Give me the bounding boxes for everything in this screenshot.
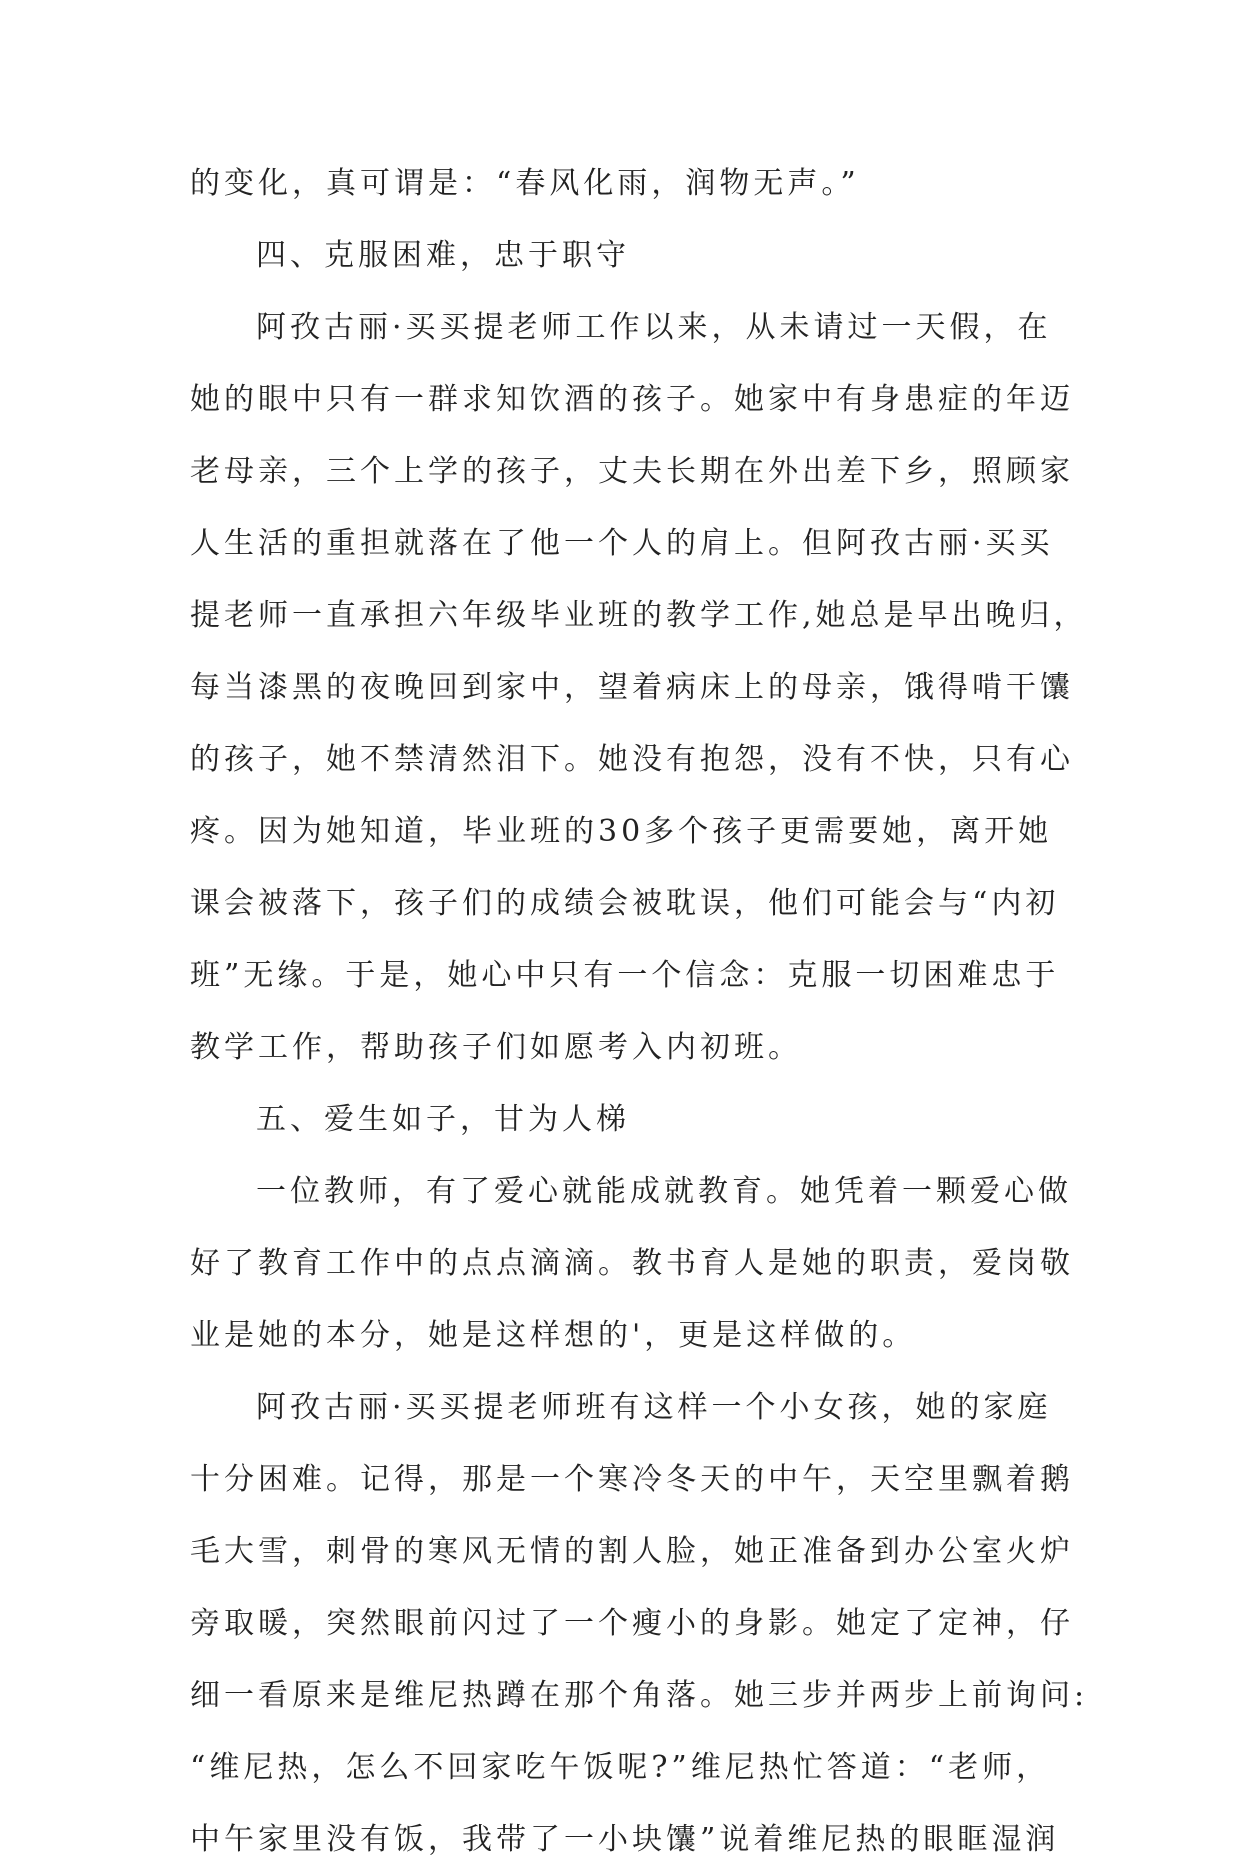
text-line: 每当漆黑的夜晚回到家中，望着病床上的母亲，饿得啃干馕 xyxy=(190,670,1074,705)
text-line: 阿孜古丽·买买提老师工作以来，从未请过一天假，在 xyxy=(256,310,1052,345)
text-line: 旁取暖，突然眼前闪过了一个瘦小的身影。她定了定神，仔 xyxy=(190,1606,1074,1641)
text-line: 提老师一直承担六年级毕业班的教学工作,她总是早出晚归， xyxy=(190,598,1088,633)
text-line: 细一看原来是维尼热蹲在那个角落。她三步并两步上前询问: xyxy=(190,1678,1089,1713)
text-line: 业是她的本分，她是这样想的'，更是这样做的。 xyxy=(190,1318,917,1353)
text-line: 班”无缘。于是，她心中只有一个信念：克服一切困难忠于 xyxy=(190,958,1060,993)
text-line: “维尼热，怎么不回家吃午饭呢?”维尼热忙答道：“老师， xyxy=(190,1750,1051,1785)
text-line: 阿孜古丽·买买提老师班有这样一个小女孩，她的家庭 xyxy=(256,1390,1052,1425)
document-body xyxy=(190,148,1089,1876)
text-line: 的孩子，她不禁清然泪下。她没有抱怨，没有不快，只有心 xyxy=(190,742,1074,777)
text-line: 疼。因为她知道，毕业班的30多个孩子更需要她，离开她 xyxy=(190,814,1053,849)
text-line: 好了教育工作中的点点滴滴。教书育人是她的职责，爱岗敬 xyxy=(190,1246,1074,1281)
text-line: 的变化，真可谓是：“春风化雨，润物无声。” xyxy=(190,166,860,201)
text-line: 她的眼中只有一群求知饮酒的孩子。她家中有身患症的年迈 xyxy=(190,382,1074,417)
section-heading-4: 四、克服困难，忠于职守 xyxy=(256,238,630,273)
text-line: 中午家里没有饭，我带了一小块馕”说着维尼热的眼眶湿润 xyxy=(190,1822,1060,1857)
text-line: 十分困难。记得，那是一个寒冷冬天的中午，天空里飘着鹅 xyxy=(190,1462,1074,1497)
text-line: 人生活的重担就落在了他一个人的肩上。但阿孜古丽·买买 xyxy=(190,526,1054,561)
text-line: 老母亲，三个上学的孩子，丈夫长期在外出差下乡，照顾家 xyxy=(190,454,1074,489)
text-line: 教学工作，帮助孩子们如愿考入内初班。 xyxy=(190,1030,802,1065)
section-heading-5: 五、爱生如子，甘为人梯 xyxy=(256,1102,630,1137)
text-line: 一位教师，有了爱心就能成就教育。她凭着一颗爱心做 xyxy=(256,1174,1072,1209)
text-line: 毛大雪，刺骨的寒风无情的割人脸，她正准备到办公室火炉 xyxy=(190,1534,1074,1569)
text-line: 课会被落下，孩子们的成绩会被耽误，他们可能会与“内初 xyxy=(190,886,1060,921)
